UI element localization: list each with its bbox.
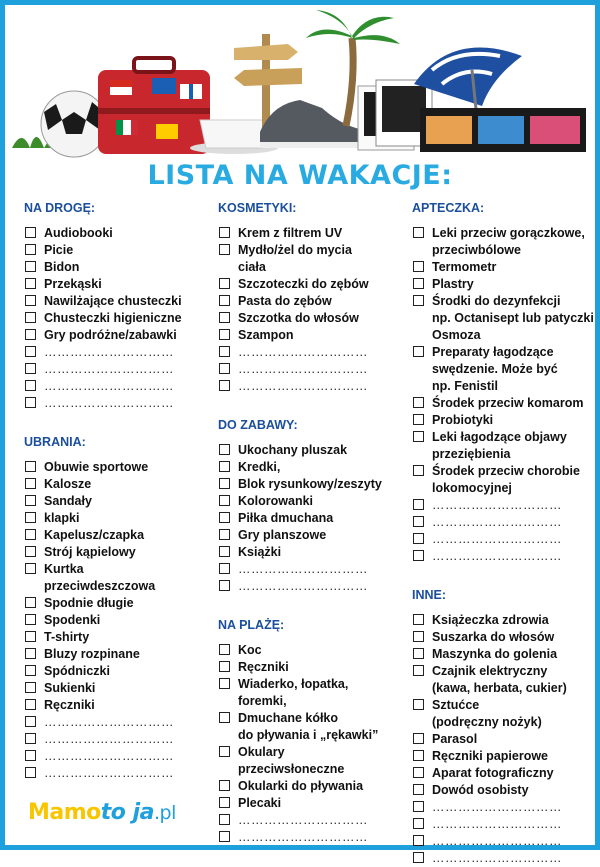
checkbox[interactable] xyxy=(219,797,230,808)
checklist-item-label: Ręczniki xyxy=(44,698,95,712)
checkbox[interactable] xyxy=(219,444,230,455)
checklist-item xyxy=(412,276,597,293)
checklist-item xyxy=(24,310,209,327)
checklist-item-label: Kalosze xyxy=(44,477,92,491)
checkbox[interactable] xyxy=(413,261,424,272)
checklist-item-label: Ręczniki papierowe xyxy=(432,749,549,763)
checkbox[interactable] xyxy=(219,461,230,472)
checklist-item xyxy=(24,293,209,310)
checklist xyxy=(24,459,209,782)
checkbox[interactable] xyxy=(413,818,424,829)
checkbox[interactable] xyxy=(413,614,424,625)
checklist-item xyxy=(412,646,597,663)
column-right xyxy=(412,200,597,867)
checklist-item-label: ………………………… xyxy=(44,732,174,746)
checklist-item-label: ………………………… xyxy=(44,345,174,359)
checklist-section xyxy=(218,417,403,595)
checkbox[interactable] xyxy=(413,665,424,676)
checklist xyxy=(218,642,403,846)
checklist-item-label: ………………………… xyxy=(432,817,562,831)
checklist-item-label: Ręczniki xyxy=(238,660,289,674)
checklist-item xyxy=(412,850,597,867)
checklist-item-label: Bluzy rozpinane xyxy=(44,647,140,661)
checklist-item-label: Szczoteczki do zębów xyxy=(238,277,369,291)
checklist-item xyxy=(24,697,209,714)
checkbox[interactable] xyxy=(413,465,424,476)
checklist-item-label: ………………………… xyxy=(44,749,174,763)
checklist-item-label: Suszarka do włosów xyxy=(432,630,555,644)
checklist-item-label: ………………………… xyxy=(432,498,562,512)
checklist-section xyxy=(218,200,403,395)
checkbox[interactable] xyxy=(25,512,36,523)
checkbox[interactable] xyxy=(219,529,230,540)
checkbox[interactable] xyxy=(219,329,230,340)
checkbox[interactable] xyxy=(413,516,424,527)
checkbox[interactable] xyxy=(219,312,230,323)
checklist-item-label: Nawilżające chusteczki xyxy=(44,294,182,308)
checklist-item xyxy=(24,361,209,378)
section-heading: NA DROGĘ: xyxy=(24,201,96,215)
checklist-item-label: Spodnie długie xyxy=(44,596,134,610)
section-heading: NA PLAŻĘ: xyxy=(218,618,285,632)
checklist-item xyxy=(412,225,597,259)
checklist-item xyxy=(218,778,403,795)
checklist-item-label: Plecaki xyxy=(238,796,282,810)
checklist-section xyxy=(218,617,403,846)
mamotoja-logo xyxy=(28,800,176,825)
checklist-item xyxy=(218,476,403,493)
checklist-item-label: Dowód osobisty xyxy=(432,783,529,797)
checkbox[interactable] xyxy=(25,529,36,540)
checkbox[interactable] xyxy=(413,699,424,710)
checkbox[interactable] xyxy=(25,397,36,408)
checklist xyxy=(412,225,597,565)
checklist-section xyxy=(24,434,209,782)
checklist-item-label: ………………………… xyxy=(44,362,174,376)
checklist-item-label: ………………………… xyxy=(238,562,368,576)
checkbox[interactable] xyxy=(219,495,230,506)
checkbox[interactable] xyxy=(219,580,230,591)
column-left xyxy=(24,200,209,782)
checklist-item xyxy=(218,310,403,327)
checklist-item xyxy=(24,459,209,476)
section-heading: KOSMETYKI: xyxy=(218,201,297,215)
page-title: LISTA NA WAKACJE: xyxy=(147,160,453,191)
checklist-item xyxy=(412,514,597,531)
checklist-item xyxy=(412,629,597,646)
checklist-item xyxy=(24,612,209,629)
checklist-item-label: Sztućce (podręczny nożyk) xyxy=(432,698,542,729)
checklist-item-label: ………………………… xyxy=(432,549,562,563)
checkbox[interactable] xyxy=(413,414,424,425)
section-heading: DO ZABAWY: xyxy=(218,418,298,432)
checklist-item xyxy=(218,812,403,829)
checklist-item xyxy=(412,612,597,629)
suitcase-illustration xyxy=(98,58,210,154)
checklist-item xyxy=(218,378,403,395)
checklist-item-label: Kapelusz/czapka xyxy=(44,528,145,542)
checklist-item xyxy=(412,412,597,429)
checklist-item-label: ………………………… xyxy=(238,813,368,827)
checkbox[interactable] xyxy=(25,295,36,306)
checklist-item xyxy=(412,816,597,833)
checklist-item xyxy=(24,714,209,731)
checklist-item xyxy=(218,293,403,310)
checkbox[interactable] xyxy=(25,597,36,608)
checkbox[interactable] xyxy=(219,814,230,825)
checklist-item xyxy=(24,527,209,544)
checkbox[interactable] xyxy=(25,227,36,238)
checklist-item xyxy=(412,344,597,395)
checkbox[interactable] xyxy=(219,712,230,723)
checklist-item-label: Kredki, xyxy=(238,460,281,474)
checklist-item-label: Gry planszowe xyxy=(238,528,327,542)
travel-illustration xyxy=(12,8,588,158)
checklist-item xyxy=(412,293,597,344)
checklist-item-label: Gry podróżne/zabawki xyxy=(44,328,177,342)
checkbox[interactable] xyxy=(25,563,36,574)
checklist-item-label: Bidon xyxy=(44,260,80,274)
checklist-item xyxy=(218,493,403,510)
checklist-item-label: Okulary przeciwsłoneczne xyxy=(238,745,345,776)
checklist-item-label: klapki xyxy=(44,511,80,525)
checklist-item xyxy=(412,663,597,697)
checkbox[interactable] xyxy=(219,644,230,655)
checklist-item xyxy=(24,680,209,697)
checklist-item-label: ………………………… xyxy=(44,715,174,729)
checklist-item xyxy=(218,642,403,659)
checklist-item-label: ………………………… xyxy=(432,834,562,848)
checkbox[interactable] xyxy=(25,363,36,374)
checklist-item xyxy=(412,531,597,548)
checklist-item-label: ………………………… xyxy=(44,766,174,780)
checkbox[interactable] xyxy=(219,563,230,574)
checkbox[interactable] xyxy=(413,227,424,238)
checklist-item-label: Sukienki xyxy=(44,681,96,695)
checklist-item xyxy=(24,378,209,395)
checklist-item-label: Czajnik elektryczny (kawa, herbata, cukier) xyxy=(432,664,567,695)
checklist-item xyxy=(412,497,597,514)
checklist-item xyxy=(24,276,209,293)
checklist-item xyxy=(24,629,209,646)
checklist-item-label: Książki xyxy=(238,545,282,559)
checkbox[interactable] xyxy=(413,346,424,357)
checkbox[interactable] xyxy=(413,550,424,561)
checkbox[interactable] xyxy=(219,478,230,489)
checkbox[interactable] xyxy=(413,499,424,510)
checklist-item xyxy=(412,463,597,497)
checklist-section xyxy=(24,200,209,412)
checklist-item-label: ………………………… xyxy=(238,345,368,359)
checkbox[interactable] xyxy=(25,631,36,642)
checklist-item xyxy=(218,795,403,812)
checkbox[interactable] xyxy=(25,261,36,272)
checkbox[interactable] xyxy=(25,461,36,472)
checklist-item xyxy=(218,829,403,846)
checkbox[interactable] xyxy=(219,746,230,757)
checklist-item xyxy=(218,510,403,527)
checklist-item-label: ………………………… xyxy=(238,830,368,844)
checklist-item xyxy=(218,327,403,344)
checkbox[interactable] xyxy=(219,346,230,357)
checklist-item-label: Krem z filtrem UV xyxy=(238,226,343,240)
checklist-item xyxy=(24,663,209,680)
checkbox[interactable] xyxy=(219,227,230,238)
checkbox[interactable] xyxy=(219,512,230,523)
checklist xyxy=(24,225,209,412)
checkbox[interactable] xyxy=(25,614,36,625)
checkbox[interactable] xyxy=(25,699,36,710)
checklist-item xyxy=(24,765,209,782)
checkbox[interactable] xyxy=(25,244,36,255)
checklist-item-label: Okularki do pływania xyxy=(238,779,364,793)
checklist-item-label: Audiobooki xyxy=(44,226,113,240)
checkbox[interactable] xyxy=(413,631,424,642)
section-heading: UBRANIA: xyxy=(24,435,86,449)
checkbox[interactable] xyxy=(25,312,36,323)
checkbox[interactable] xyxy=(219,244,230,255)
checkbox[interactable] xyxy=(413,648,424,659)
checklist-item-label: Picie xyxy=(44,243,74,257)
checkbox[interactable] xyxy=(413,295,424,306)
checklist-item-label: Ukochany pluszak xyxy=(238,443,348,457)
checklist-item-label: ………………………… xyxy=(432,532,562,546)
checklist-item xyxy=(218,578,403,595)
checklist-item-label: Spodenki xyxy=(44,613,101,627)
checklist-item xyxy=(218,527,403,544)
checklist-item-label: Aparat fotograficzny xyxy=(432,766,554,780)
checklist-item-label: Parasol xyxy=(432,732,478,746)
checklist-item-label: Blok rysunkowy/zeszyty xyxy=(238,477,382,491)
checkbox[interactable] xyxy=(219,363,230,374)
checklist-item xyxy=(218,442,403,459)
checkbox[interactable] xyxy=(413,750,424,761)
soccer-ball-illustration xyxy=(41,91,107,157)
checklist-item-label: Spódniczki xyxy=(44,664,110,678)
logo-ja: to ja xyxy=(100,800,154,825)
checklist-item xyxy=(218,459,403,476)
checklist-item xyxy=(218,225,403,242)
checklist-item xyxy=(218,676,403,710)
checklist-item-label: ………………………… xyxy=(44,379,174,393)
checklist-item-label: T-shirty xyxy=(44,630,90,644)
checklist-item xyxy=(24,327,209,344)
checkbox[interactable] xyxy=(413,533,424,544)
checkbox[interactable] xyxy=(413,733,424,744)
checkbox[interactable] xyxy=(25,329,36,340)
checklist-item xyxy=(218,659,403,676)
checklist-item-label: Obuwie sportowe xyxy=(44,460,149,474)
checkbox[interactable] xyxy=(219,295,230,306)
checklist-item-label: Chusteczki higieniczne xyxy=(44,311,182,325)
checklist-item xyxy=(218,242,403,276)
section-heading: APTECZKA: xyxy=(412,201,485,215)
checklist-item xyxy=(24,395,209,412)
checkbox[interactable] xyxy=(25,648,36,659)
checklist-item-label: ………………………… xyxy=(44,396,174,410)
checklist-item xyxy=(412,731,597,748)
checklist-item xyxy=(412,429,597,463)
checkbox[interactable] xyxy=(413,278,424,289)
checkbox[interactable] xyxy=(219,661,230,672)
checkbox[interactable] xyxy=(25,750,36,761)
checklist-item-label: Wiaderko, łopatka, foremki, xyxy=(238,677,349,708)
checkbox[interactable] xyxy=(219,380,230,391)
checklist-item-label: Leki przeciw gorączkowe, przeciwbólowe xyxy=(432,226,585,257)
checklist-item xyxy=(24,561,209,595)
checkbox[interactable] xyxy=(413,784,424,795)
checklist-item-label: Książeczka zdrowia xyxy=(432,613,549,627)
checklist-item xyxy=(24,544,209,561)
checklist-item-label: ………………………… xyxy=(432,515,562,529)
checkbox[interactable] xyxy=(25,478,36,489)
checklist-item xyxy=(218,561,403,578)
checklist-item xyxy=(412,833,597,850)
checklist-item-label: ………………………… xyxy=(432,851,562,865)
checklist-item xyxy=(24,646,209,663)
checkbox[interactable] xyxy=(413,767,424,778)
checklist-item-label: Mydło/żel do mycia ciała xyxy=(238,243,352,274)
checklist-item xyxy=(24,731,209,748)
checkbox[interactable] xyxy=(25,665,36,676)
checklist-item-label: Kolorowanki xyxy=(238,494,314,508)
checklist-item-label: Środki do dezynfekcji np. Octanisept lub patyczki Osmoza xyxy=(432,294,594,342)
checklist-item xyxy=(218,361,403,378)
checkbox[interactable] xyxy=(25,495,36,506)
checklist-item xyxy=(24,344,209,361)
checklist-item xyxy=(218,744,403,778)
checklist-item xyxy=(24,242,209,259)
checklist-item xyxy=(412,799,597,816)
checkbox[interactable] xyxy=(413,835,424,846)
checklist-item-label: ………………………… xyxy=(238,362,368,376)
logo-main: Mamo xyxy=(28,800,101,825)
checkbox[interactable] xyxy=(25,733,36,744)
checklist-item-label: Szczotka do włosów xyxy=(238,311,359,325)
checklist-item xyxy=(24,225,209,242)
checkbox[interactable] xyxy=(25,278,36,289)
checklist-item xyxy=(412,697,597,731)
checklist-item-label: Probiotyki xyxy=(432,413,494,427)
checklist-item xyxy=(24,748,209,765)
checklist-item xyxy=(218,544,403,561)
checkbox[interactable] xyxy=(219,831,230,842)
checklist-item xyxy=(24,476,209,493)
checklist-item-label: ………………………… xyxy=(432,800,562,814)
checklist-item xyxy=(24,595,209,612)
checklist-item xyxy=(412,765,597,782)
checklist-item-label: Kurtka przeciwdeszczowa xyxy=(44,562,156,593)
column-middle xyxy=(218,200,403,846)
checklist-section xyxy=(412,200,597,565)
checklist-item-label: Leki łagodzące objawy przeziębienia xyxy=(432,430,567,461)
checklist-item-label: Termometr xyxy=(432,260,497,274)
checklist-section xyxy=(412,587,597,867)
checkbox[interactable] xyxy=(25,716,36,727)
checkbox[interactable] xyxy=(413,431,424,442)
checklist-item-label: Sandały xyxy=(44,494,92,508)
checklist-item-label: Środek przeciw chorobie lokomocyjnej xyxy=(432,464,580,495)
checklist-item-label: ………………………… xyxy=(238,579,368,593)
checkbox[interactable] xyxy=(25,346,36,357)
checkbox[interactable] xyxy=(219,546,230,557)
checklist-item xyxy=(24,510,209,527)
checklist xyxy=(218,225,403,395)
checkbox[interactable] xyxy=(413,801,424,812)
logo-domain: .pl xyxy=(153,802,176,824)
checklist-item xyxy=(412,259,597,276)
checklist-item-label: ………………………… xyxy=(238,379,368,393)
checklist-item-label: Preparaty łagodzące swędzenie. Może być np. Fenistil xyxy=(432,345,558,393)
checklist-item-label: Koc xyxy=(238,643,262,657)
checklist-item xyxy=(218,710,403,744)
checklist-item xyxy=(218,344,403,361)
checklist-item-label: Maszynka do golenia xyxy=(432,647,558,661)
checklist-item-label: Przekąski xyxy=(44,277,102,291)
checkbox[interactable] xyxy=(219,678,230,689)
checkbox[interactable] xyxy=(219,278,230,289)
checklist-item xyxy=(218,276,403,293)
section-heading: INNE: xyxy=(412,588,447,602)
checklist-item xyxy=(412,782,597,799)
checklist-item-label: Piłka dmuchana xyxy=(238,511,334,525)
checklist-item-label: Szampon xyxy=(238,328,294,342)
checkbox[interactable] xyxy=(219,780,230,791)
checklist-item-label: Środek przeciw komarom xyxy=(432,396,584,410)
checkbox[interactable] xyxy=(25,767,36,778)
checkbox[interactable] xyxy=(413,397,424,408)
checklist-item xyxy=(412,548,597,565)
checkbox[interactable] xyxy=(413,852,424,863)
checklist-item-label: Dmuchane kółko do pływania i „rękawki” xyxy=(238,711,379,742)
checklist-item-label: Plastry xyxy=(432,277,474,291)
checkbox[interactable] xyxy=(25,546,36,557)
checklist-item-label: Strój kąpielowy xyxy=(44,545,136,559)
checkbox[interactable] xyxy=(25,682,36,693)
checklist-item xyxy=(24,493,209,510)
film-strip-illustration xyxy=(420,108,586,152)
checklist-item xyxy=(412,395,597,412)
checklist-item xyxy=(412,748,597,765)
checklist xyxy=(218,442,403,595)
checklist-item xyxy=(24,259,209,276)
checkbox[interactable] xyxy=(25,380,36,391)
checklist xyxy=(412,612,597,867)
checklist-item-label: Pasta do zębów xyxy=(238,294,332,308)
